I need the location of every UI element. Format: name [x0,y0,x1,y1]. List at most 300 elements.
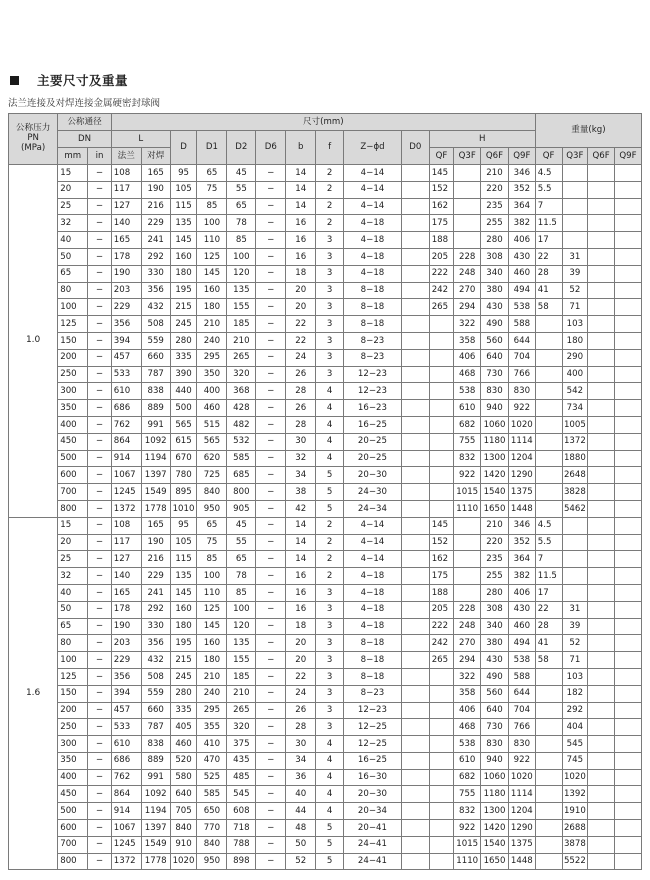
cell-h-q3f [454,551,481,568]
table-row [9,500,642,517]
cell-d2: 78 [227,568,256,585]
cell-h-qf: 175 [429,568,454,585]
cell-w-qf [535,416,562,433]
cell-h-q6f: 280 [481,232,509,249]
cell-w-qf: 58 [535,652,562,669]
cell-f: 4 [316,736,344,753]
cell-d0 [401,349,429,366]
cell-d6: − [256,450,286,467]
cell-d1: 110 [197,584,227,601]
cell-d1: 75 [197,534,227,551]
cell-f: 4 [316,433,344,450]
cell-l1: 457 [111,702,141,719]
cell-h-qf [429,786,454,803]
cell-w-qf [535,400,562,417]
cell-z: 20−34 [344,803,402,820]
cell-z: 16−25 [344,752,402,769]
cell-f: 4 [316,416,344,433]
cell-w-qf [535,719,562,736]
cell-d2: 545 [227,786,256,803]
cell-d0 [401,702,429,719]
cell-in: − [88,584,112,601]
cell-d2: 320 [227,719,256,736]
cell-h-q9f: 1375 [508,484,535,501]
cell-f: 4 [316,803,344,820]
cell-f: 5 [316,836,344,853]
cell-f: 5 [316,500,344,517]
cell-d2: 155 [227,652,256,669]
cell-h-q3f: 755 [454,786,481,803]
cell-h-q9f: 346 [508,517,535,534]
cell-b: 14 [286,534,316,551]
cell-mm: 800 [58,853,88,870]
cell-d2: 265 [227,702,256,719]
cell-h-q6f: 1060 [481,416,509,433]
cell-d: 500 [170,400,197,417]
cell-in: − [88,752,112,769]
cell-w-q3f: 745 [562,752,588,769]
cell-d2: 532 [227,433,256,450]
cell-w-q3f: 5462 [562,500,588,517]
cell-z: 4−18 [344,232,402,249]
cell-in: − [88,618,112,635]
h-q3f-header: Q3F [454,148,481,165]
cell-z: 8−18 [344,635,402,652]
cell-b: 16 [286,584,316,601]
cell-w-q3f [562,568,588,585]
cell-w-q3f: 1372 [562,433,588,450]
table-header [9,114,642,165]
cell-l2: 292 [141,248,170,265]
cell-b: 20 [286,635,316,652]
cell-d: 115 [170,551,197,568]
w-qf-header: QF [535,148,562,165]
cell-l2: 190 [141,181,170,198]
cell-h-q6f: 1300 [481,450,509,467]
cell-w-q6f [588,467,615,484]
cell-w-q6f [588,450,615,467]
cell-w-q9f [614,232,641,249]
cell-d6: − [256,316,286,333]
cell-l2: 432 [141,652,170,669]
cell-f: 3 [316,265,344,282]
cell-in: − [88,400,112,417]
cell-mm: 25 [58,198,88,215]
table-row [9,685,642,702]
cell-l1: 108 [111,165,141,182]
cell-b: 40 [286,786,316,803]
cell-d6: − [256,668,286,685]
cell-h-q3f: 755 [454,433,481,450]
cell-d6: − [256,248,286,265]
cell-in: − [88,702,112,719]
cell-h-qf [429,769,454,786]
cell-w-q9f [614,803,641,820]
cell-l2: 165 [141,517,170,534]
cell-h-q3f: 832 [454,450,481,467]
cell-h-q6f: 1420 [481,467,509,484]
cell-w-q3f: 1392 [562,786,588,803]
cell-w-q6f [588,786,615,803]
cell-w-q3f [562,584,588,601]
cell-w-qf [535,786,562,803]
cell-d: 840 [170,820,197,837]
cell-z: 4−14 [344,198,402,215]
cell-w-qf: 28 [535,265,562,282]
cell-h-q6f: 308 [481,601,509,618]
cell-d0 [401,433,429,450]
cell-d1: 100 [197,215,227,232]
h-header: H [429,131,535,148]
cell-f: 2 [316,215,344,232]
cell-h-q3f: 922 [454,467,481,484]
mm-header: mm [58,148,88,165]
cell-d2: 320 [227,366,256,383]
cell-l2: 216 [141,551,170,568]
cell-d0 [401,652,429,669]
cell-h-q9f: 1114 [508,786,535,803]
cell-h-q9f: 704 [508,349,535,366]
l-flange-header: 法兰 [111,148,141,165]
cell-h-q9f: 830 [508,736,535,753]
cell-d2: 718 [227,820,256,837]
cell-w-q3f: 180 [562,332,588,349]
cell-mm: 25 [58,551,88,568]
cell-w-q9f [614,450,641,467]
cell-b: 42 [286,500,316,517]
cell-h-q6f: 255 [481,568,509,585]
cell-in: − [88,719,112,736]
cell-l1: 1067 [111,820,141,837]
cell-z: 24−30 [344,484,402,501]
cell-in: − [88,836,112,853]
cell-d6: − [256,752,286,769]
cell-b: 22 [286,668,316,685]
cell-b: 16 [286,601,316,618]
cell-d0 [401,416,429,433]
cell-l2: 660 [141,702,170,719]
cell-z: 16−25 [344,416,402,433]
cell-h-qf [429,685,454,702]
cell-w-q6f [588,500,615,517]
cell-in: − [88,299,112,316]
cell-b: 24 [286,349,316,366]
cell-h-q3f: 248 [454,265,481,282]
cell-d: 615 [170,433,197,450]
cell-w-qf [535,803,562,820]
cell-in: − [88,500,112,517]
cell-w-q9f [614,551,641,568]
cell-d0 [401,568,429,585]
cell-w-q3f: 52 [562,635,588,652]
cell-d6: − [256,786,286,803]
table-row [9,736,642,753]
cell-mm: 350 [58,400,88,417]
cell-b: 34 [286,467,316,484]
cell-l1: 108 [111,517,141,534]
cell-w-q9f [614,853,641,870]
cell-w-q3f: 39 [562,618,588,635]
cell-in: − [88,265,112,282]
cell-d2: 45 [227,517,256,534]
cell-f: 3 [316,248,344,265]
cell-h-qf: 265 [429,299,454,316]
cell-f: 5 [316,820,344,837]
cell-h-q3f [454,232,481,249]
cell-in: − [88,551,112,568]
cell-d2: 585 [227,450,256,467]
cell-w-q6f [588,820,615,837]
cell-b: 16 [286,215,316,232]
cell-d6: − [256,584,286,601]
dimension-weight-table [8,113,642,870]
cell-w-q6f [588,165,615,182]
cell-in: − [88,433,112,450]
cell-f: 4 [316,383,344,400]
cell-w-qf: 17 [535,584,562,601]
cell-d: 215 [170,652,197,669]
cell-h-q9f: 364 [508,198,535,215]
cell-mm: 100 [58,299,88,316]
cell-w-qf [535,366,562,383]
cell-mm: 400 [58,769,88,786]
cell-d6: − [256,366,286,383]
table-row [9,248,642,265]
cell-h-q3f: 1015 [454,484,481,501]
cell-w-q9f [614,349,641,366]
cell-d0 [401,752,429,769]
cell-f: 3 [316,349,344,366]
cell-l1: 1067 [111,467,141,484]
cell-d6: − [256,416,286,433]
cell-h-q6f: 340 [481,265,509,282]
cell-in: − [88,517,112,534]
cell-w-q6f [588,215,615,232]
cell-l1: 229 [111,299,141,316]
cell-l1: 610 [111,736,141,753]
cell-f: 3 [316,232,344,249]
cell-h-qf: 175 [429,215,454,232]
cell-d: 520 [170,752,197,769]
cell-h-qf [429,450,454,467]
cell-w-q6f [588,416,615,433]
cell-h-q9f: 1375 [508,836,535,853]
cell-b: 18 [286,618,316,635]
table-row [9,366,642,383]
cell-w-q6f [588,803,615,820]
cell-mm: 500 [58,450,88,467]
cell-in: − [88,786,112,803]
cell-w-qf [535,349,562,366]
cell-w-q3f: 1910 [562,803,588,820]
cell-h-qf: 242 [429,635,454,652]
cell-d2: 905 [227,500,256,517]
cell-l1: 533 [111,719,141,736]
cell-l2: 229 [141,215,170,232]
cell-w-qf: 17 [535,232,562,249]
cell-z: 20−41 [344,820,402,837]
cell-d0 [401,484,429,501]
cell-w-q9f [614,165,641,182]
cell-w-q6f [588,349,615,366]
pn-value: 1.0 [9,165,58,518]
cell-d1: 65 [197,165,227,182]
cell-w-qf: 5.5 [535,181,562,198]
cell-d6: − [256,635,286,652]
cell-w-qf [535,484,562,501]
cell-d: 195 [170,635,197,652]
cell-d6: − [256,332,286,349]
cell-h-qf [429,853,454,870]
cell-w-q9f [614,400,641,417]
cell-h-q3f: 270 [454,635,481,652]
cell-w-q6f [588,769,615,786]
cell-d0 [401,853,429,870]
table-row [9,383,642,400]
table-row [9,215,642,232]
cell-h-q6f: 730 [481,719,509,736]
cell-d6: − [256,181,286,198]
cell-l1: 356 [111,316,141,333]
cell-w-q3f [562,215,588,232]
cell-w-qf [535,450,562,467]
cell-d6: − [256,165,286,182]
cell-h-q3f: 228 [454,601,481,618]
cell-w-q3f [562,551,588,568]
table-row [9,467,642,484]
cell-d1: 355 [197,719,227,736]
cell-h-q9f: 1290 [508,467,535,484]
cell-z: 4−18 [344,265,402,282]
cell-h-q3f [454,584,481,601]
table-row [9,484,642,501]
cell-in: − [88,803,112,820]
cell-in: − [88,248,112,265]
cell-d1: 950 [197,853,227,870]
cell-h-q6f: 1060 [481,769,509,786]
cell-b: 30 [286,433,316,450]
cell-b: 14 [286,181,316,198]
cell-z: 4−18 [344,601,402,618]
cell-w-qf [535,685,562,702]
cell-h-qf: 152 [429,181,454,198]
cell-h-qf [429,316,454,333]
cell-in: − [88,366,112,383]
table-row [9,853,642,870]
cell-d: 280 [170,332,197,349]
cell-w-q3f: 103 [562,668,588,685]
cell-in: − [88,652,112,669]
cell-d1: 210 [197,668,227,685]
cell-h-q3f [454,181,481,198]
cell-d0 [401,366,429,383]
cell-f: 5 [316,467,344,484]
table-row [9,416,642,433]
cell-w-qf: 58 [535,299,562,316]
cell-d1: 110 [197,232,227,249]
cell-h-qf [429,752,454,769]
cell-mm: 80 [58,282,88,299]
cell-w-q9f [614,198,641,215]
cell-h-q3f [454,568,481,585]
cell-d2: 78 [227,215,256,232]
cell-b: 14 [286,517,316,534]
cell-d2: 55 [227,181,256,198]
cell-h-q6f: 308 [481,248,509,265]
cell-f: 4 [316,400,344,417]
cell-d: 335 [170,349,197,366]
w-q6f-header: Q6F [588,148,615,165]
cell-w-qf: 41 [535,282,562,299]
cell-in: − [88,769,112,786]
cell-w-q6f [588,584,615,601]
cell-b: 22 [286,316,316,333]
cell-d1: 160 [197,282,227,299]
cell-h-q3f [454,215,481,232]
cell-l1: 457 [111,349,141,366]
cell-d2: 100 [227,248,256,265]
cell-l1: 762 [111,769,141,786]
cell-w-q3f [562,534,588,551]
cell-in: − [88,853,112,870]
cell-d: 1020 [170,853,197,870]
cell-f: 3 [316,332,344,349]
table-row [9,635,642,652]
cell-f: 5 [316,484,344,501]
cell-h-q6f: 380 [481,635,509,652]
cell-d1: 240 [197,332,227,349]
cell-w-q3f: 71 [562,652,588,669]
cell-h-qf: 162 [429,198,454,215]
table-row [9,299,642,316]
table-row [9,400,642,417]
cell-in: − [88,668,112,685]
cell-mm: 40 [58,232,88,249]
cell-w-q9f [614,467,641,484]
table-row [9,433,642,450]
cell-d2: 45 [227,165,256,182]
cell-h-q9f: 538 [508,652,535,669]
cell-d1: 125 [197,601,227,618]
cell-in: − [88,383,112,400]
cell-d: 105 [170,534,197,551]
cell-d1: 770 [197,820,227,837]
cell-d0 [401,299,429,316]
cell-w-qf: 7 [535,551,562,568]
cell-d1: 75 [197,181,227,198]
cell-h-q9f: 1204 [508,803,535,820]
cell-d2: 135 [227,635,256,652]
cell-w-qf: 28 [535,618,562,635]
cell-h-q9f: 922 [508,400,535,417]
cell-w-q3f: 404 [562,719,588,736]
cell-h-q9f: 1204 [508,450,535,467]
cell-d0 [401,165,429,182]
cell-d0 [401,198,429,215]
cell-d2: 120 [227,618,256,635]
cell-d6: − [256,853,286,870]
cell-h-q6f: 490 [481,316,509,333]
cell-w-qf [535,820,562,837]
cell-w-q9f [614,383,641,400]
cell-f: 3 [316,282,344,299]
cell-z: 4−14 [344,534,402,551]
cell-b: 20 [286,282,316,299]
cell-h-qf [429,836,454,853]
cell-w-qf: 41 [535,635,562,652]
cell-d2: 435 [227,752,256,769]
cell-h-qf: 242 [429,282,454,299]
